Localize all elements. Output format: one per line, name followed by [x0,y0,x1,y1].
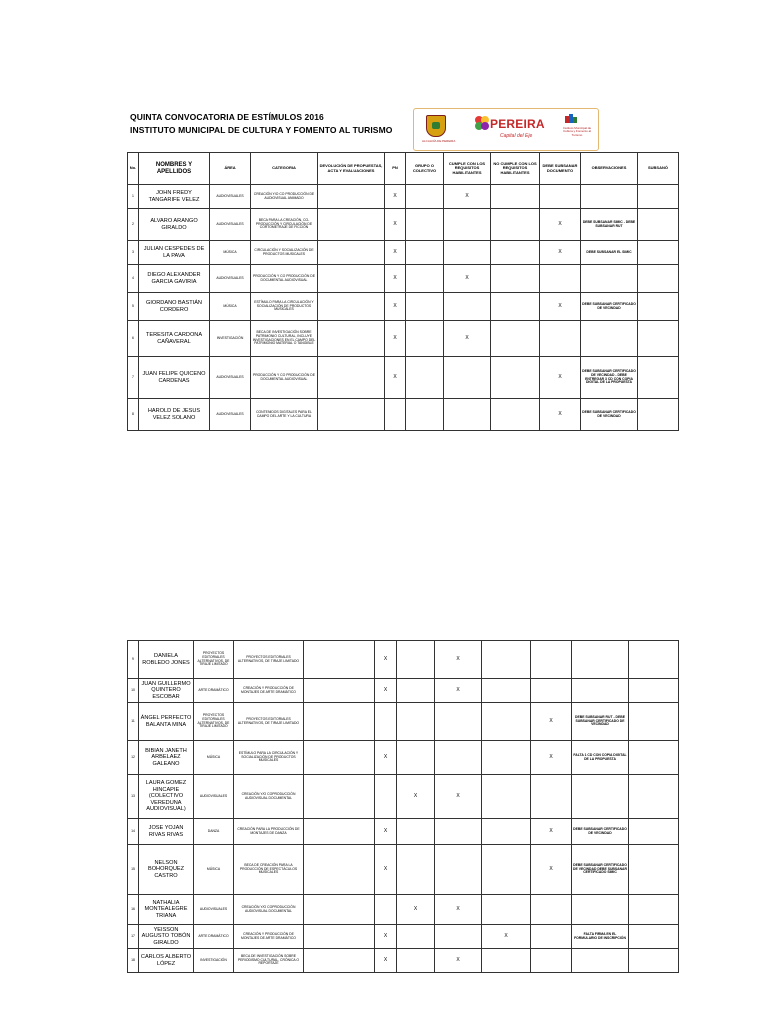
group-mark [406,357,444,399]
group-mark [406,265,444,293]
pn-mark: X [375,641,397,679]
must-correct-mark [540,321,581,357]
corrected-cell [629,741,679,775]
category-cell: BECA DE INVESTIGACIÓN SOBRE PERIODISMO CULTURAL, CRÓNICA O REPORTAJE [234,949,304,973]
meets-requirements-mark: X [444,321,491,357]
category-cell: CREACIÓN Y/O COPRODUCCIÓN AUDIOVISUAL DOCUMENTAL [234,895,304,925]
observations-cell [572,949,629,973]
applicant-name: NELSON BOHORQUEZ CASTRO [139,845,194,895]
devolution-cell [318,321,385,357]
area-cell: AUDIOVISUALES [194,895,234,925]
table-row [128,399,679,431]
meets-requirements-mark [444,209,491,241]
area-cell: ARTE DRAMÁTICO [194,925,234,949]
row-number: 3 [128,241,139,265]
devolution-cell [304,679,375,703]
row-number: 10 [128,679,139,703]
pereira-flower-icon [474,115,490,131]
table-row [128,703,679,741]
fails-requirements-mark [482,741,531,775]
devolution-cell [318,241,385,265]
fails-requirements-mark [491,321,540,357]
observations-cell [572,775,629,819]
area-cell: INVESTIGACIÓN [194,949,234,973]
applicant-name: ALVARO ARANGO GIRALDO [139,209,210,241]
area-cell: AUDIOVISUALES [210,209,251,241]
applicant-name: NATHALIA MONTEALEGRE TRIANA [139,895,194,925]
meets-requirements-mark [435,819,482,845]
corrected-cell [638,241,679,265]
devolution-cell [318,265,385,293]
corrected-cell [629,925,679,949]
observations-cell [581,185,638,209]
must-correct-mark [531,641,572,679]
corrected-cell [629,819,679,845]
devolution-cell [304,845,375,895]
row-number: 12 [128,741,139,775]
applicant-name: TERESITA CARDONA CAÑAVERAL [139,321,210,357]
pn-mark: X [385,185,406,209]
alcaldia-caption: ALCALDÍA DE PEREIRA [422,139,456,143]
area-cell: MÚSICA [210,293,251,321]
observations-cell: FALTA FIRMA EN EL FORMULARIO DE INSCRIPCIÓN [572,925,629,949]
table-body [128,185,679,431]
devolution-cell [318,293,385,321]
row-number: 13 [128,775,139,819]
group-mark [406,321,444,357]
group-mark [397,703,435,741]
applicant-name: HAROLD DE JESUS VELEZ SOLANO [139,399,210,431]
corrected-cell [638,399,679,431]
column-header: No. [128,153,139,185]
must-correct-mark: X [540,399,581,431]
applicant-name: GIORDANO BASTIÁN CORDERO [139,293,210,321]
meets-requirements-mark [435,925,482,949]
column-header: OBSERVACIONES [581,153,638,185]
area-cell: AUDIOVISUALES [210,185,251,209]
row-number: 6 [128,321,139,357]
pn-mark: X [385,321,406,357]
table-row [128,925,679,949]
pn-mark: X [385,357,406,399]
group-mark [397,679,435,703]
corrected-cell [638,321,679,357]
observations-cell: DEBE SUBSANAR CERTIFICADO DE VECINDAD DEBE SUBSANAR CERTIFICADO SIMIC [572,845,629,895]
meets-requirements-mark [435,845,482,895]
must-correct-mark: X [540,241,581,265]
fails-requirements-mark [482,819,531,845]
meets-requirements-mark [444,293,491,321]
corrected-cell [629,775,679,819]
table-row [128,321,679,357]
category-cell: ESTÍMULO PARA LA CIRCULACIÓN Y SOCIALIZACIÓN DE PRODUCTOS MUSICALES [234,741,304,775]
pn-mark: X [385,241,406,265]
category-cell: CIRCULACIÓN Y SOCIALIZACIÓN DE PRODUCTOS MUSICALES [251,241,318,265]
group-mark [397,845,435,895]
corrected-cell [638,357,679,399]
corrected-cell [629,703,679,741]
area-cell: AUDIOVISUALES [194,775,234,819]
pereira-logo-slogan: Capital del Eje [500,133,533,139]
devolution-cell [304,925,375,949]
column-header: CATEGORIA [251,153,318,185]
table-row [128,265,679,293]
table-row [128,641,679,679]
column-header: CUMPLE CON LOS REQUISITOS HABILITANTES [444,153,491,185]
stimulus-results-table-page-2 [127,640,679,973]
must-correct-mark: X [531,703,572,741]
observations-cell: DEBE SUBSANAR SIMIC - DEBE SUBSANAR RUT [581,209,638,241]
group-mark: X [397,775,435,819]
pn-mark: X [385,293,406,321]
meets-requirements-mark: X [435,679,482,703]
area-cell: AUDIOVISUALES [210,399,251,431]
fails-requirements-mark [482,845,531,895]
category-cell: PRODUCCIÓN Y CO PRODUCCIÓN DE DOCUMENTAL AUDIOVISUAL [251,265,318,293]
category-cell: CONTENIDOS DIGITALES PARA EL CAMPO DEL ARTE Y LA CULTURA [251,399,318,431]
meets-requirements-mark [435,703,482,741]
row-number: 8 [128,399,139,431]
devolution-cell [318,209,385,241]
applicant-name: JULIAN CESPEDES DE LA PAVA [139,241,210,265]
observations-cell [581,321,638,357]
fails-requirements-mark [491,293,540,321]
table-row [128,949,679,973]
table-row [128,209,679,241]
table-header-row [128,153,679,185]
observations-cell: DEBE SUBSANAR CERTIFICADO DE VECINDAD [581,293,638,321]
instituto-cultura-icon [564,114,578,124]
category-cell: CREACIÓN Y PRODUCCIÓN DE MONTAJES DE ARTE DRAMÁTICO [234,679,304,703]
pn-mark: X [375,845,397,895]
table-row [128,357,679,399]
fails-requirements-mark [491,209,540,241]
corrected-cell [638,293,679,321]
fails-requirements-mark [491,265,540,293]
fails-requirements-mark [482,641,531,679]
category-cell: PRODUCCIÓN Y CO PRODUCCIÓN DE DOCUMENTAL AUDIOVISUAL [251,357,318,399]
corrected-cell [629,845,679,895]
row-number: 11 [128,703,139,741]
document-title: QUINTA CONVOCATORIA DE ESTÍMULOS 2016 [130,112,324,122]
row-number: 9 [128,641,139,679]
devolution-cell [304,819,375,845]
meets-requirements-mark: X [435,895,482,925]
row-number: 14 [128,819,139,845]
pn-mark [385,399,406,431]
must-correct-mark [531,895,572,925]
devolution-cell [304,775,375,819]
pereira-shield-icon [426,115,446,137]
row-number: 16 [128,895,139,925]
meets-requirements-mark [444,241,491,265]
corrected-cell [638,185,679,209]
pn-mark: X [375,679,397,703]
category-cell: CREACIÓN Y/O CO PRODUCCIÓN DE AUDIOVISUAL ANIMADO [251,185,318,209]
must-correct-mark [531,679,572,703]
meets-requirements-mark [435,741,482,775]
corrected-cell [629,679,679,703]
group-mark: X [397,895,435,925]
group-mark [397,949,435,973]
corrected-cell [629,641,679,679]
table-row [128,241,679,265]
applicant-name: DANIELA ROBLEDO JONES [139,641,194,679]
devolution-cell [304,741,375,775]
applicant-name: ÁNGEL PERFECTO BALANTA MINA [139,703,194,741]
table-row [128,679,679,703]
instituto-caption: Instituto Municipal de Cultura y Fomento al Turismo [562,126,592,137]
group-mark [397,925,435,949]
fails-requirements-mark [482,895,531,925]
table-row [128,819,679,845]
area-cell: MÚSICA [210,241,251,265]
fails-requirements-mark [491,399,540,431]
table-body [128,641,679,973]
table-row [128,895,679,925]
group-mark [406,209,444,241]
group-mark [397,819,435,845]
applicant-name: JUAN GUILLERMO QUINTERO ESCOBAR [139,679,194,703]
fails-requirements-mark [482,679,531,703]
group-mark [406,293,444,321]
pn-mark: X [375,925,397,949]
table-row [128,775,679,819]
corrected-cell [629,895,679,925]
corrected-cell [638,209,679,241]
pn-mark: X [375,949,397,973]
must-correct-mark: X [531,845,572,895]
observations-cell: DEBE SUBSANAR CERTIFICADO DE VECINDAD [581,399,638,431]
must-correct-mark [540,265,581,293]
area-cell: AUDIOVISUALES [210,265,251,293]
applicant-name: DIEGO ALEXANDER GARCIA GAVIRIA [139,265,210,293]
category-cell: CREACIÓN Y/O COPRODUCCIÓN AUDIOVISUAL DOCUMENTAL [234,775,304,819]
fails-requirements-mark [491,185,540,209]
must-correct-mark: X [540,293,581,321]
fails-requirements-mark [491,357,540,399]
category-cell: CREACIÓN Y PRODUCCIÓN DE MONTAJES DE ARTE DRAMÁTICO [234,925,304,949]
row-number: 17 [128,925,139,949]
row-number: 5 [128,293,139,321]
fails-requirements-mark [482,775,531,819]
observations-cell [572,641,629,679]
category-cell: BECA DE CREACIÓN PARA LA PRODUCCIÓN DE ESPECTÁCULOS MUSICALES [234,845,304,895]
pn-mark [375,703,397,741]
meets-requirements-mark: X [444,185,491,209]
area-cell: INVESTIGACIÓN [210,321,251,357]
pereira-logo-text: PEREIRA [490,117,545,131]
observations-cell: DEBE SUBSANAR CERTIFICADO DE VECINDAD - DEBE ENTREGAR 3 CD CON COPIA DIGITAL DE LA PROPUESTA [581,357,638,399]
devolution-cell [304,895,375,925]
institution-logos [413,108,599,151]
column-header: ÁREA [210,153,251,185]
observations-cell [572,895,629,925]
column-header: GRUPO O COLECTIVO [406,153,444,185]
row-number: 7 [128,357,139,399]
must-correct-mark [531,775,572,819]
applicant-name: BIBIAN JANETH ARBELAEZ GALEANO [139,741,194,775]
observations-cell: DEBE SUBSANAR CERTIFICADO DE VECINDAD [572,819,629,845]
area-cell: PROYECTOS EDITORIALES ALTERNATIVOS, DE TIRAJE LIMITADO [194,641,234,679]
row-number: 18 [128,949,139,973]
fails-requirements-mark [491,241,540,265]
category-cell: BECA DE INVESTIGACIÓN SOBRE PATRIMONIO CULTURAL, INCLUYE INVESTIGACIONES EN EL CAMPO DEL PATRIMONIO MATERIAL O TANGIBLE [251,321,318,357]
corrected-cell [638,265,679,293]
area-cell: PROYECTOS EDITORIALES ALTERNATIVOS, DE TIRAJE LIMITADO [194,703,234,741]
applicant-name: LAURA GOMEZ HINCAPIE (COLECTIVO VEREDUNA AUDIOVISUAL) [139,775,194,819]
column-header: NOMBRES Y APELLIDOS [139,153,210,185]
column-header: SUBSANÓ [638,153,679,185]
pn-mark: X [375,819,397,845]
observations-cell [572,679,629,703]
column-header: NO CUMPLE CON LOS REQUISITOS HABILITANTES [491,153,540,185]
meets-requirements-mark: X [435,641,482,679]
applicant-name: JUAN FELIPE QUICENO CARDENAS [139,357,210,399]
row-number: 4 [128,265,139,293]
table-row [128,185,679,209]
fails-requirements-mark: X [482,925,531,949]
applicant-name: JOSE YOJAN RIVAS RIVAS [139,819,194,845]
fails-requirements-mark [482,949,531,973]
meets-requirements-mark: X [444,265,491,293]
table-row [128,741,679,775]
applicant-name: JOHN FREDY TANGARIFE VELEZ [139,185,210,209]
fails-requirements-mark [482,703,531,741]
devolution-cell [318,399,385,431]
devolution-cell [304,703,375,741]
must-correct-mark: X [540,357,581,399]
row-number: 2 [128,209,139,241]
devolution-cell [304,641,375,679]
row-number: 15 [128,845,139,895]
area-cell: AUDIOVISUALES [210,357,251,399]
category-cell: PROYECTOS EDITORIALES ALTERNATIVOS, DE TIRAJE LIMITADO [234,641,304,679]
applicant-name: YEISSON AUGUSTO TOBÓN GIRALDO [139,925,194,949]
category-cell: BECA PARA LA CREACIÓN, CO-PRODUCCIÓN Y CIRCULACIÓN DE CORTOMETRAJE DE FICCIÓN [251,209,318,241]
must-correct-mark [531,949,572,973]
observations-cell [581,265,638,293]
stimulus-results-table-page-1 [127,152,679,431]
must-correct-mark: X [540,209,581,241]
pn-mark [375,775,397,819]
area-cell: MÚSICA [194,741,234,775]
column-header: DEBE SUBSANAR DOCUMENTO [540,153,581,185]
group-mark [406,399,444,431]
meets-requirements-mark: X [435,775,482,819]
group-mark [397,641,435,679]
observations-cell: FALTA 1 CD CON COPIA DIGITAL DE LA PROPUESTA [572,741,629,775]
column-header: DEVOLUCIÓN DE PROPUESTAS, ACTA Y EVALUACIONES [318,153,385,185]
devolution-cell [304,949,375,973]
column-header: PN [385,153,406,185]
group-mark [397,741,435,775]
observations-cell: DEBE SUBSANAR EL SIMIC [581,241,638,265]
must-correct-mark: X [531,741,572,775]
must-correct-mark [531,925,572,949]
category-cell: ESTÍMULO PARA LA CIRCULACIÓN Y SOCIALIZACIÓN DE PRODUCTOS MUSICALES [251,293,318,321]
devolution-cell [318,185,385,209]
meets-requirements-mark [444,357,491,399]
area-cell: DANZA [194,819,234,845]
area-cell: MÚSICA [194,845,234,895]
group-mark [406,241,444,265]
area-cell: ARTE DRAMÁTICO [194,679,234,703]
category-cell: PROYECTOS EDITORIALES ALTERNATIVOS, DE TIRAJE LIMITADO [234,703,304,741]
pn-mark [375,895,397,925]
pn-mark: X [385,209,406,241]
row-number: 1 [128,185,139,209]
must-correct-mark: X [531,819,572,845]
meets-requirements-mark [444,399,491,431]
document-subtitle: INSTITUTO MUNICIPAL DE CULTURA Y FOMENTO AL TURISMO [130,125,393,135]
table-row [128,293,679,321]
corrected-cell [629,949,679,973]
pn-mark: X [385,265,406,293]
devolution-cell [318,357,385,399]
category-cell: CREACIÓN PARA LA PRODUCCIÓN DE MONTAJES DE DANZA [234,819,304,845]
meets-requirements-mark: X [435,949,482,973]
applicant-name: CARLOS ALBERTO LÓPEZ [139,949,194,973]
table-row [128,845,679,895]
group-mark [406,185,444,209]
observations-cell: DEBE SUBSANAR RUT - DEBE SUBSANAR CERTIFICADO DE VECINDAD [572,703,629,741]
pn-mark: X [375,741,397,775]
must-correct-mark [540,185,581,209]
